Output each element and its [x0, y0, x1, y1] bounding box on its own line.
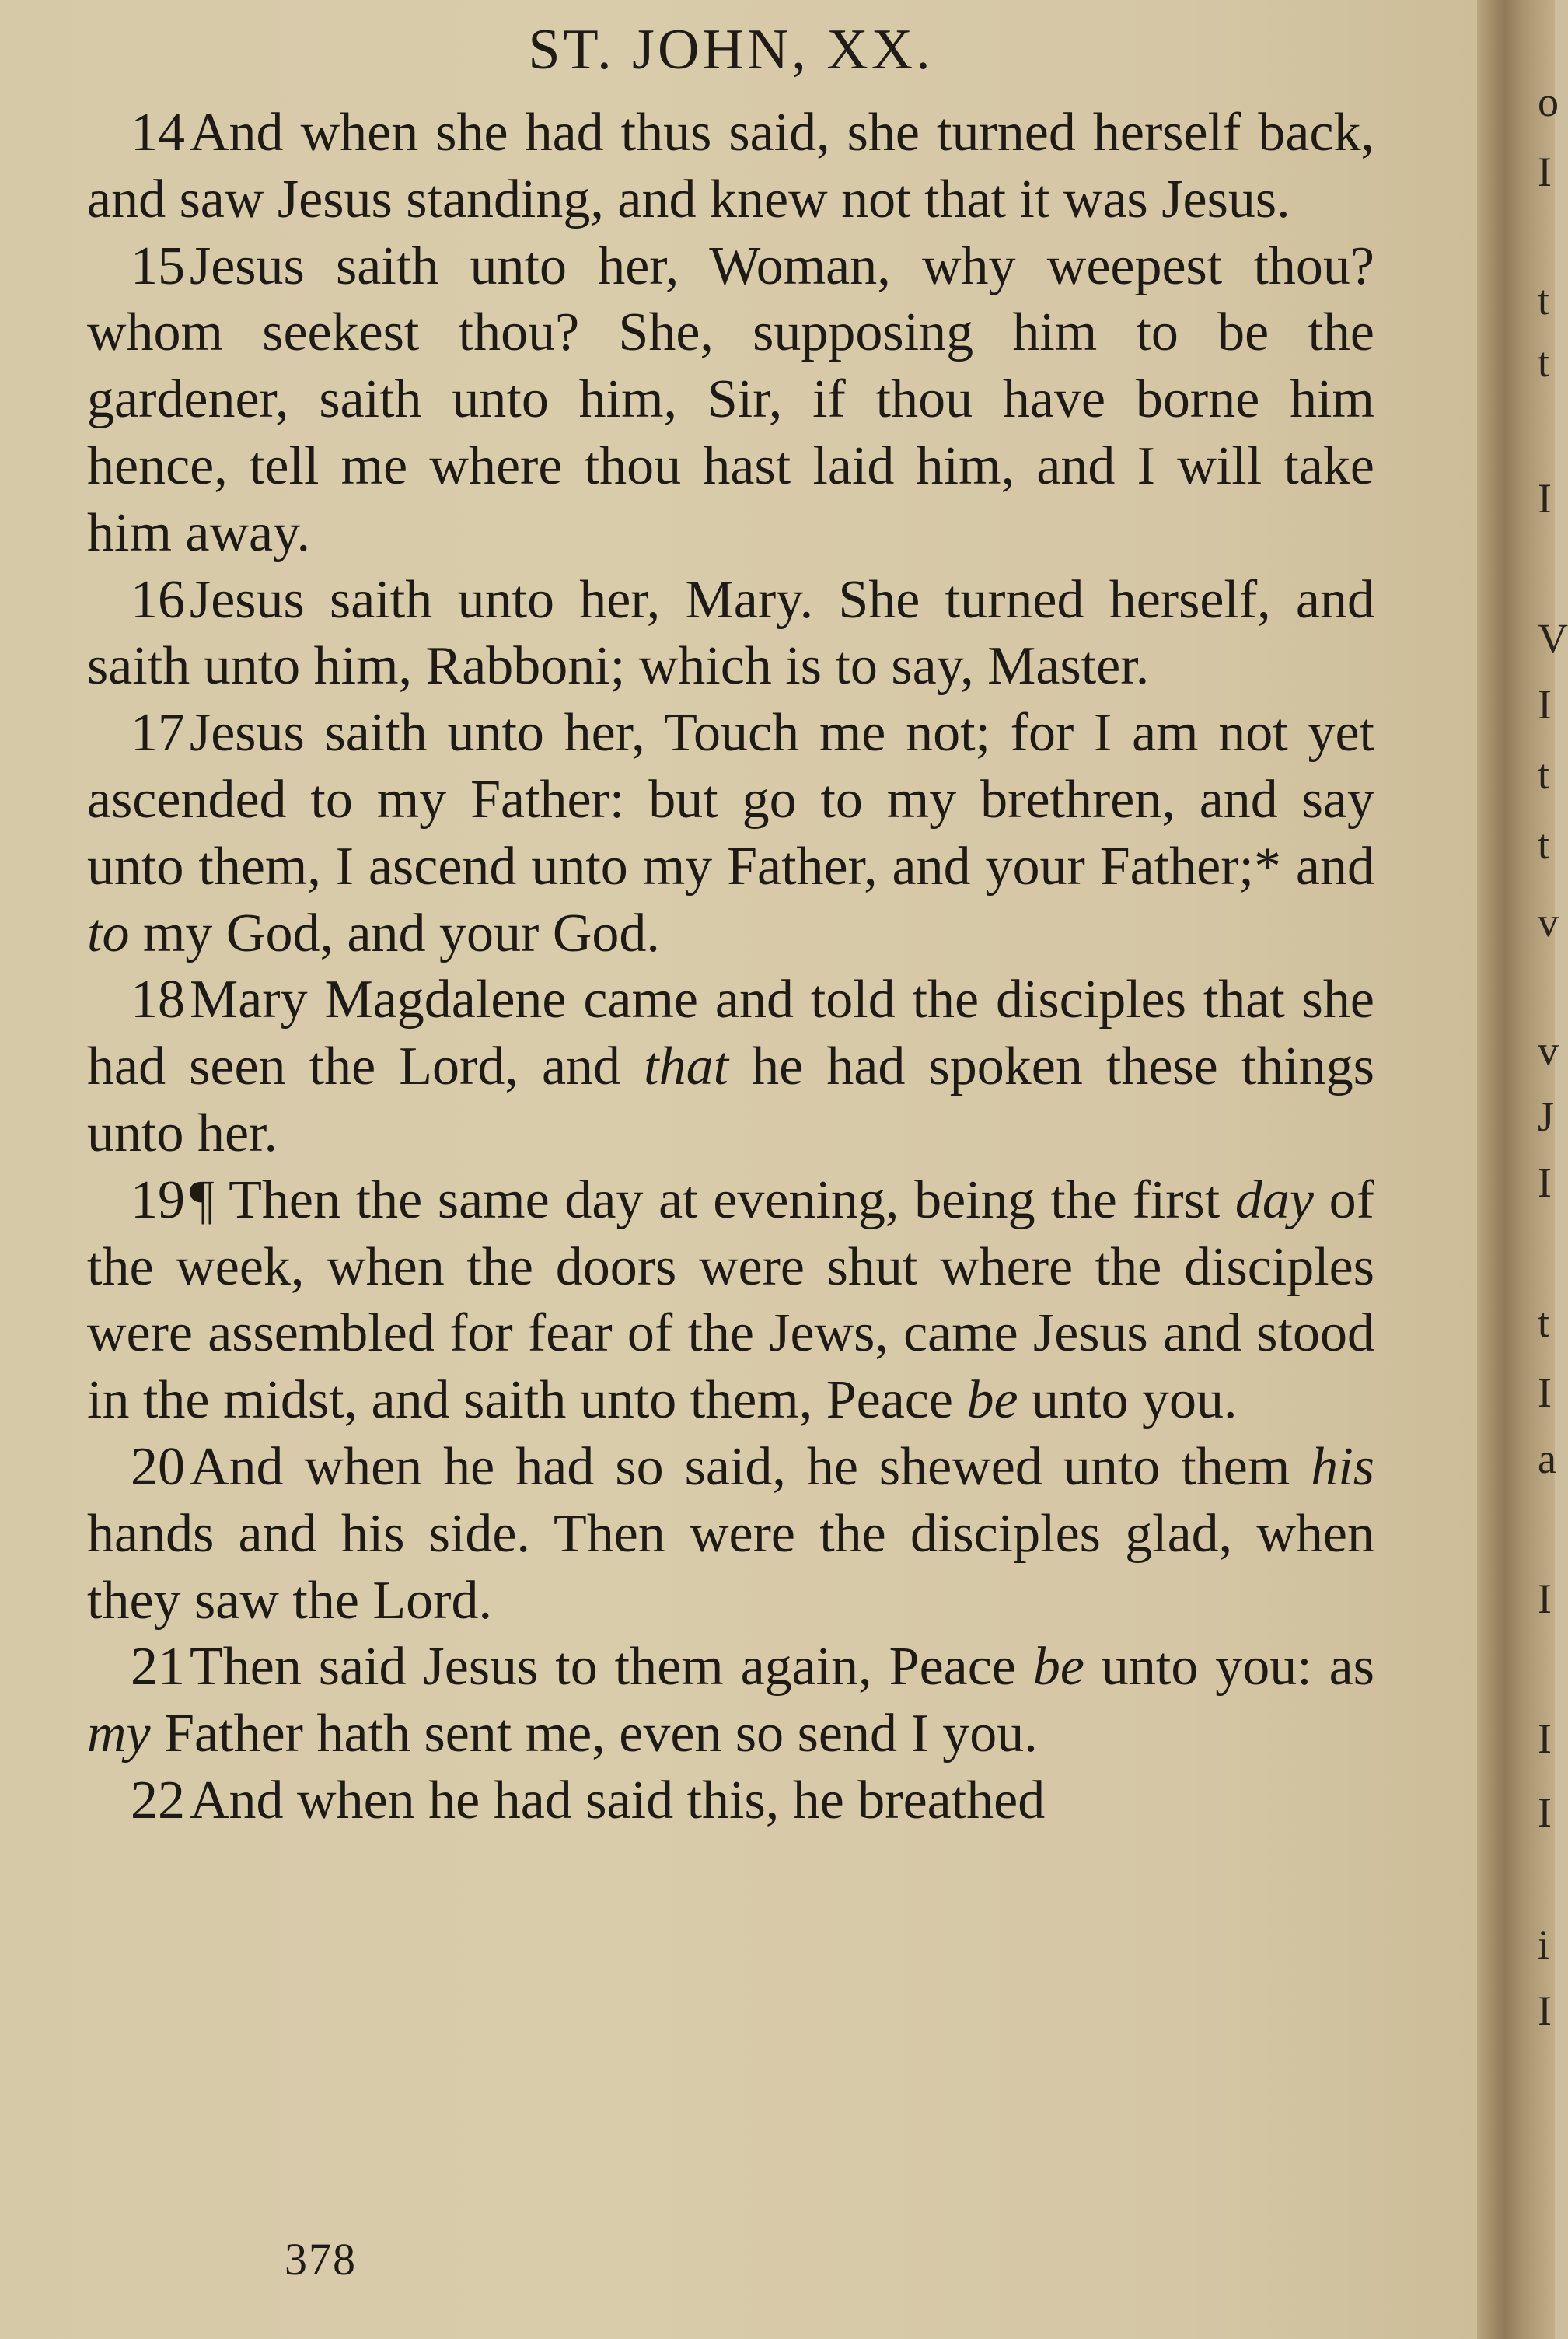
- edge-letter: I: [1538, 1159, 1552, 1206]
- edge-letter: I: [1538, 1715, 1552, 1762]
- verse: [87, 100, 1374, 233]
- verse-number: 22: [131, 1770, 185, 1830]
- italic-word: to: [87, 903, 130, 963]
- verse-text: unto you: as: [1084, 1637, 1374, 1697]
- edge-letter: i: [1538, 1921, 1550, 1968]
- edge-letter: v: [1538, 899, 1559, 946]
- edge-letter: I: [1538, 1575, 1552, 1622]
- verse-text: Jesus saith unto her, Woman, why weepest thou? whom seekest thou? She, supposing him to be the gardener, saith unto him, Sir, if thou have borne him hence, tell me where thou hast laid him, and I will take him away.: [87, 236, 1374, 563]
- verse: [87, 700, 1374, 967]
- verse-text: And when he had said this, he breathed: [190, 1770, 1046, 1830]
- italic-word: be: [966, 1370, 1018, 1431]
- verse-text: And when he had so said, he shewed unto them: [190, 1436, 1311, 1497]
- verse-text: Father hath sent me, even so send I you.: [150, 1704, 1038, 1764]
- verse: [87, 1167, 1374, 1434]
- verse-text: Jesus saith unto her, Mary. She turned herself, and saith unto him, Rabboni; which is to say, Master.: [87, 569, 1374, 697]
- verse-number: 17: [131, 703, 185, 764]
- edge-letter: J: [1538, 1093, 1555, 1140]
- verse-text: ¶ Then the same day at evening, being the first: [190, 1170, 1235, 1230]
- edge-letter: V: [1538, 615, 1568, 662]
- edge-letter: t: [1538, 751, 1550, 798]
- adjacent-page-edge: [1477, 0, 1568, 2339]
- italic-word: his: [1311, 1436, 1374, 1497]
- verse-number: 14: [131, 103, 185, 163]
- edge-letter: t: [1538, 821, 1550, 868]
- verse-number: 15: [131, 236, 185, 296]
- verse-text: Mary Magdalene came and told the disciples that she had seen the Lord, and: [87, 970, 1374, 1097]
- verse: [87, 1767, 1374, 1834]
- edge-letter: I: [1538, 1988, 1552, 2034]
- verse-text: he had spoken these things unto her.: [87, 1037, 1374, 1163]
- edge-letter: a: [1538, 1435, 1556, 1482]
- verse-text: Then said Jesus to them again, Peace: [190, 1637, 1033, 1697]
- verse-number: 21: [131, 1637, 185, 1697]
- italic-word: day: [1234, 1170, 1314, 1230]
- edge-letter: v: [1538, 1027, 1559, 1074]
- verse-number: 16: [131, 569, 185, 630]
- verse-text: of the week, when the doors were shut where the disciples were assembled for fear of the Jews, came Jesus and stood in the midst, and saith unto them, Peace: [87, 1170, 1374, 1431]
- verse: [87, 967, 1374, 1166]
- verse-text: unto you.: [1018, 1370, 1238, 1431]
- verse-text: my God, and your God.: [129, 903, 660, 963]
- running-header: ST. JOHN, XX.: [528, 18, 934, 82]
- edge-letter: I: [1538, 681, 1552, 728]
- verse: [87, 567, 1374, 701]
- edge-letter: I: [1538, 1369, 1552, 1416]
- scripture-text: [87, 100, 1374, 1834]
- page-number: 378: [285, 2234, 357, 2285]
- edge-letter: I: [1538, 475, 1552, 522]
- verse-text: hands and his side. Then were the disciples glad, when they saw the Lord.: [87, 1503, 1374, 1631]
- edge-letter: t: [1538, 339, 1550, 386]
- edge-letter: I: [1538, 1789, 1552, 1836]
- italic-word: be: [1032, 1637, 1084, 1697]
- edge-letter: I: [1538, 149, 1552, 195]
- verse-number: 20: [131, 1436, 185, 1497]
- verse-number: 18: [131, 970, 185, 1030]
- italic-word: my: [87, 1704, 151, 1764]
- italic-word: that: [644, 1037, 729, 1097]
- edge-letter: t: [1538, 1299, 1550, 1346]
- edge-letter: t: [1538, 277, 1550, 323]
- verse-text: And when she had thus said, she turned herself back, and saw Jesus standing, and knew not that it was Jesus.: [87, 103, 1374, 229]
- verse-number: 19: [131, 1170, 185, 1230]
- verse: [87, 233, 1374, 567]
- verse: [87, 1434, 1374, 1634]
- edge-letter: o: [1538, 79, 1559, 125]
- verse-text: Jesus saith unto her, Touch me not; for I am not yet ascended to my Father: but go to my brethren, and say unto them, I ascend unto my Father, and your Father;* and: [87, 703, 1374, 897]
- verse: [87, 1634, 1374, 1767]
